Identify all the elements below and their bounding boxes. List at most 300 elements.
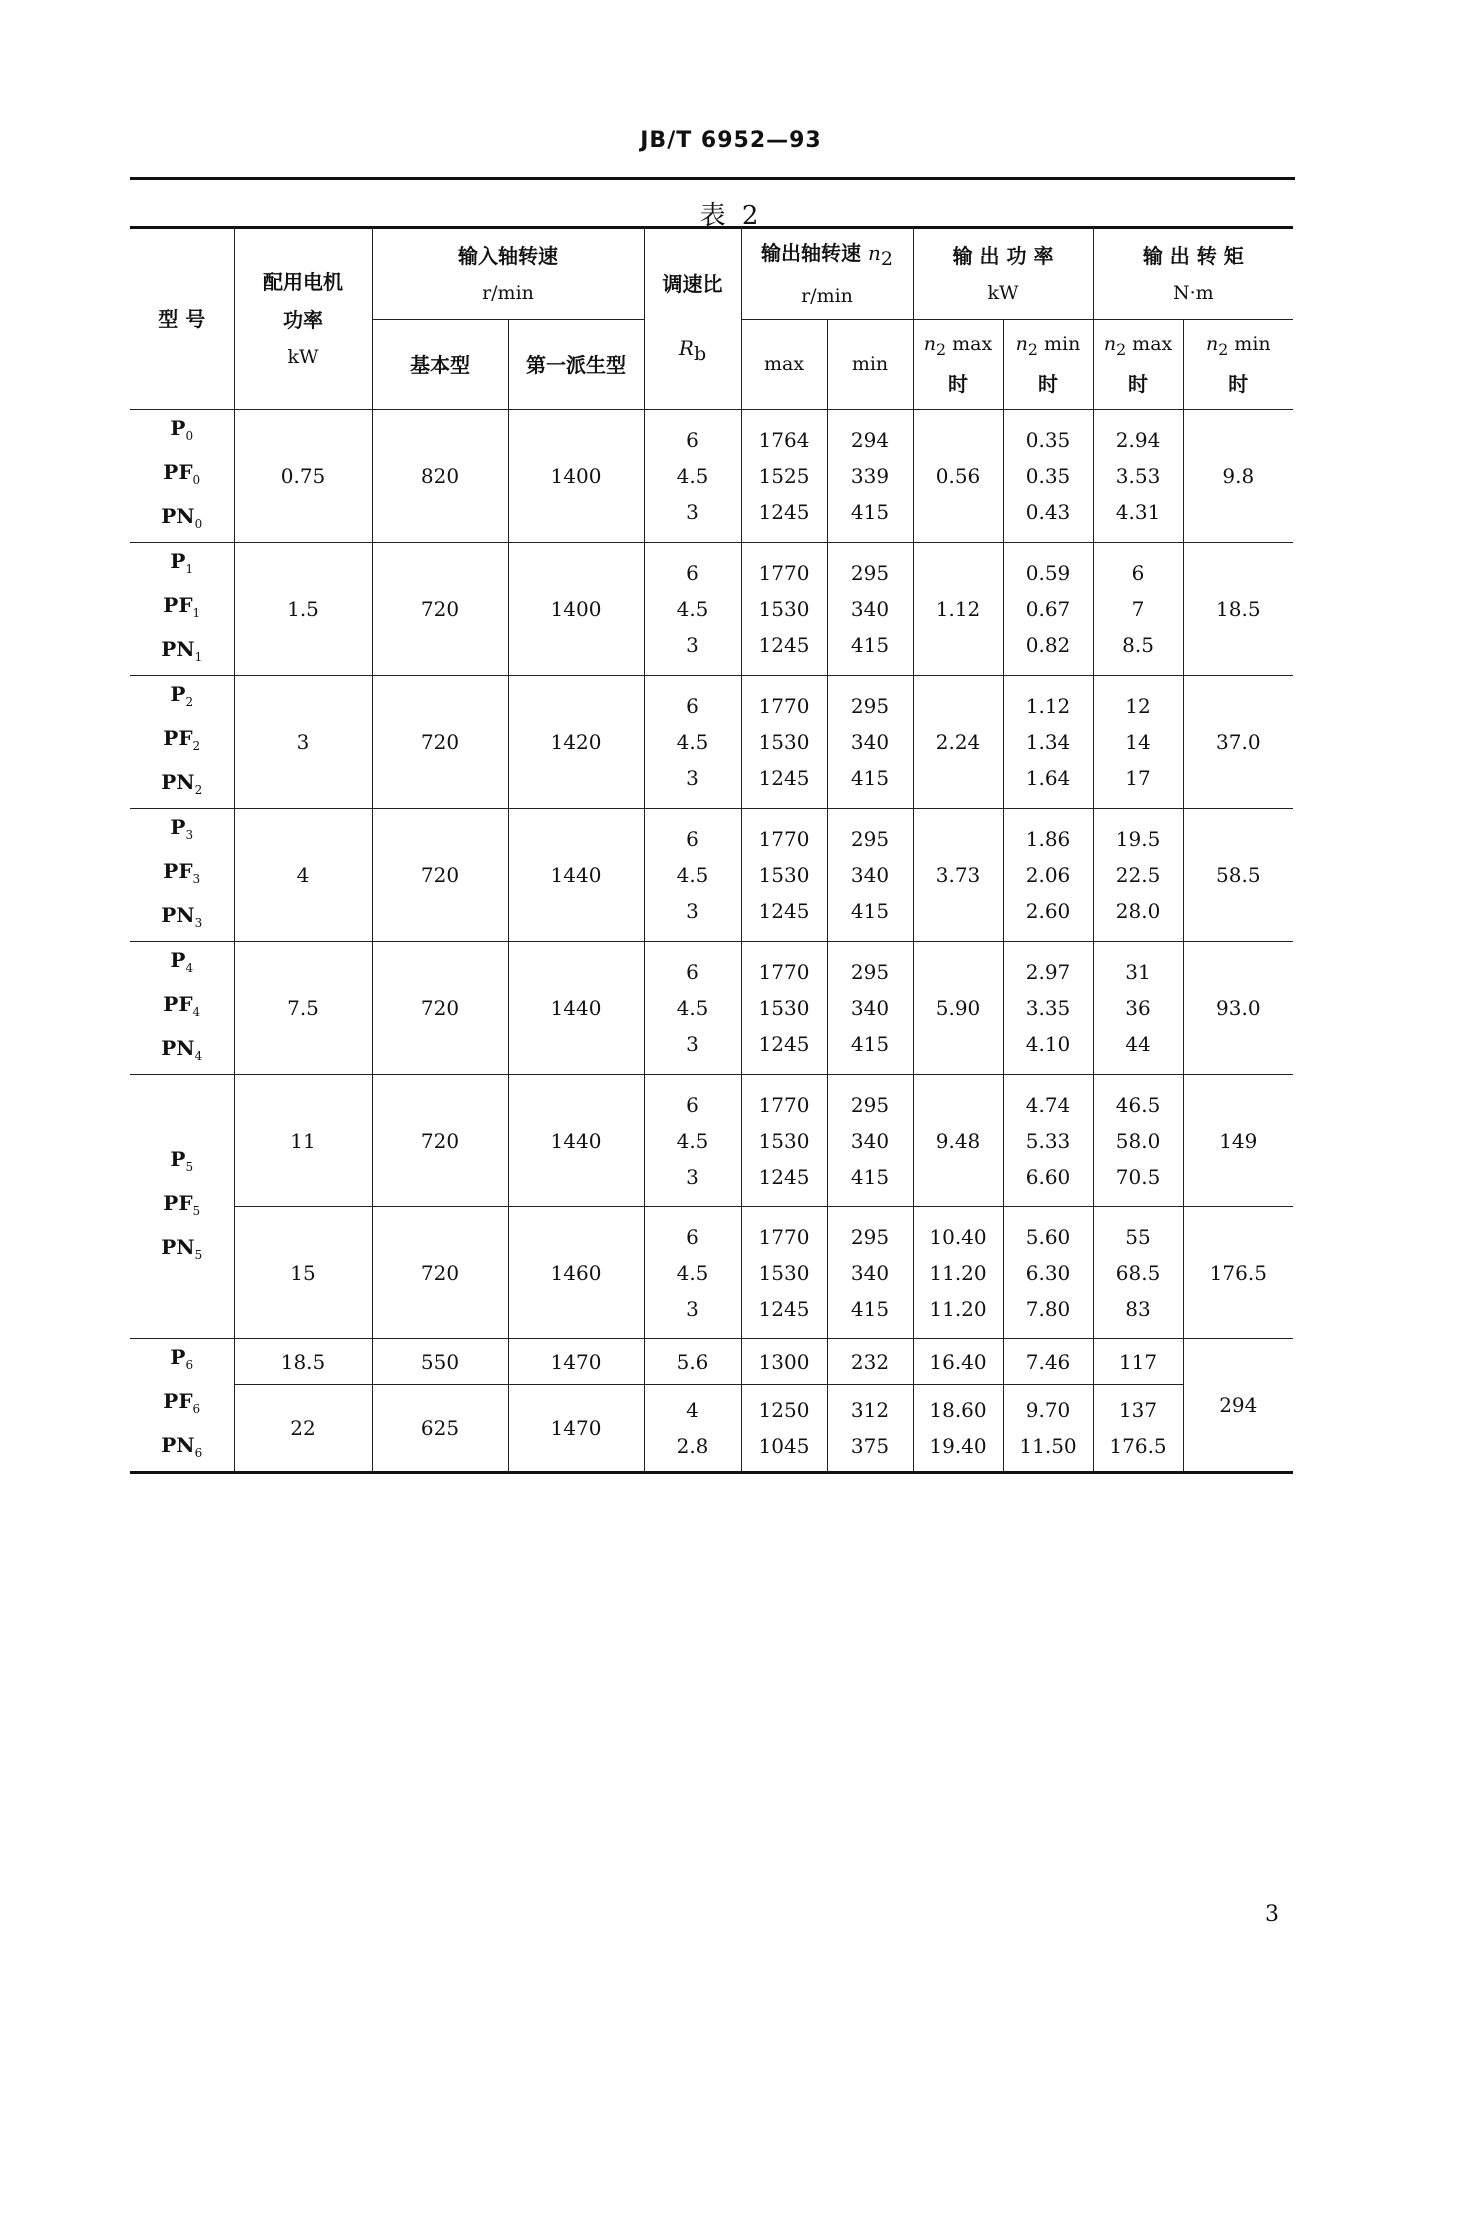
derived-speed-cell: 1440: [508, 809, 644, 942]
n2-min-cell-value: 415: [850, 766, 890, 790]
model-stack: [161, 410, 202, 542]
basic-speed-cell: 720: [372, 543, 508, 676]
speed-ratio-cell: [644, 543, 741, 676]
n2-max-cell: [741, 1385, 827, 1473]
torque-at-max-cell-value: 19.5: [1115, 827, 1161, 851]
torque-at-max-cell-value: 31: [1125, 960, 1151, 984]
torque-at-max-cell-stack: [1125, 954, 1150, 1062]
model-cell: [130, 410, 234, 543]
torque-at-max-cell: [1093, 543, 1183, 676]
model-subscript: 1: [192, 606, 201, 620]
model-prefix: PF: [163, 726, 193, 750]
speed-ratio-cell-stack: [677, 688, 709, 796]
model-prefix: PF: [163, 1190, 193, 1215]
power-at-min-cell-value: 6.30: [1025, 1260, 1071, 1285]
speed-ratio-cell-stack: [677, 422, 709, 530]
header-input-speed-label: 输入轴转速: [458, 243, 558, 268]
power-at-max-cell: 0.56: [913, 410, 1003, 543]
basic-speed-cell: 625: [372, 1385, 508, 1473]
header-power-at-max-sub: 2: [936, 339, 947, 359]
torque-at-max-cell-value: 4.31: [1115, 500, 1161, 524]
model-prefix: PN: [161, 903, 195, 927]
power-at-max-cell-stack: [929, 1344, 986, 1380]
torque-at-max-cell: [1093, 676, 1183, 809]
model-subscript: 0: [185, 429, 194, 443]
torque-at-max-cell: [1093, 410, 1183, 543]
speed-ratio-cell-value: 6: [686, 1092, 699, 1117]
power-at-min-cell-stack: [1026, 1344, 1071, 1380]
basic-speed-cell: 720: [372, 676, 508, 809]
n2-min-cell-value: 232: [850, 1349, 890, 1374]
power-at-min-cell-value: 5.33: [1025, 1128, 1071, 1153]
model-prefix: PN: [161, 770, 195, 794]
model-prefix: P: [170, 815, 186, 839]
motor-power-cell: 18.5: [234, 1339, 372, 1385]
speed-ratio-cell-value: 6: [686, 428, 699, 452]
header-output-speed-symbol: n: [868, 241, 881, 266]
speed-ratio-cell-stack: [677, 1344, 709, 1380]
model-subscript: 4: [185, 961, 194, 975]
n2-min-cell-value: 312: [850, 1398, 890, 1422]
table-caption: 表 2: [699, 201, 763, 231]
n2-min-cell-stack: [851, 1087, 889, 1195]
model-name: [161, 454, 202, 498]
derived-speed-cell: 1440: [508, 942, 644, 1075]
power-at-max-cell-value: 10.40: [929, 1224, 987, 1249]
torque-at-max-cell-value: 176.5: [1109, 1434, 1167, 1458]
torque-at-max-cell-value: 6: [1131, 561, 1145, 585]
header-torque-at-min: [1183, 320, 1293, 410]
power-at-min-cell-value: 7.46: [1025, 1349, 1071, 1374]
header-basic-type: 基本型: [372, 320, 508, 410]
basic-speed-cell: 550: [372, 1339, 508, 1385]
model-cell: [130, 809, 234, 942]
model-prefix: PF: [163, 593, 193, 617]
model-name: [161, 1185, 202, 1229]
power-at-max-cell: 2.24: [913, 676, 1003, 809]
header-output-power-unit: kW: [987, 281, 1019, 304]
n2-max-cell-value: 1245: [758, 1164, 810, 1189]
model-stack: [161, 809, 202, 941]
header-power-at-max-label: max: [946, 333, 993, 356]
n2-min-cell-stack: [851, 555, 889, 663]
header-n2-min: min: [827, 320, 913, 410]
speed-ratio-cell-value: 3: [686, 1032, 699, 1056]
model-name: [161, 1427, 202, 1471]
power-at-min-cell-value: 1.34: [1025, 730, 1071, 754]
power-at-min-cell: [1003, 1385, 1093, 1473]
n2-min-cell: [827, 1339, 913, 1385]
power-at-min-cell: [1003, 543, 1093, 676]
torque-at-max-cell-value: 3.53: [1115, 464, 1161, 488]
power-at-min-cell-stack: [1026, 1087, 1071, 1195]
header-power-at-min: [1003, 320, 1093, 410]
speed-ratio-cell-value: 5.6: [676, 1349, 709, 1374]
n2-max-cell-stack: [759, 1344, 810, 1380]
power-at-min-cell-stack: [1026, 555, 1071, 663]
n2-min-cell-value: 340: [850, 730, 890, 754]
model-subscript: 0: [192, 473, 201, 487]
n2-max-cell-value: 1770: [758, 1092, 810, 1117]
n2-max-cell-value: 1250: [758, 1398, 810, 1422]
power-at-min-cell: [1003, 942, 1093, 1075]
speed-ratio-cell-value: 6: [686, 694, 699, 718]
torque-at-max-cell-value: 14: [1125, 730, 1151, 754]
header-torque-at-max-n: n: [1103, 333, 1117, 356]
n2-min-cell-stack: [851, 1219, 889, 1327]
spec-table-wrapper: [130, 226, 1293, 1474]
power-at-min-cell-stack: [1026, 422, 1071, 530]
model-prefix: PF: [163, 859, 193, 883]
n2-min-cell-value: 295: [850, 1224, 890, 1249]
header-power-at-min-shi: 时: [1038, 371, 1059, 396]
power-at-min-cell-value: 2.97: [1025, 960, 1071, 984]
torque-at-max-cell: [1093, 1075, 1183, 1207]
n2-min-cell-value: 415: [850, 633, 890, 657]
speed-ratio-cell-value: 4.5: [676, 863, 709, 887]
torque-at-max-cell-value: 7: [1131, 597, 1145, 621]
n2-max-cell-value: 1770: [758, 827, 810, 851]
model-cell: [130, 1075, 234, 1339]
basic-speed-cell: 720: [372, 1207, 508, 1339]
n2-min-cell: [827, 1207, 913, 1339]
power-at-min-cell-value: 11.50: [1019, 1434, 1077, 1458]
torque-at-min-cell: 58.5: [1183, 809, 1293, 942]
speed-ratio-cell-value: 4: [686, 1398, 699, 1422]
model-subscript: 2: [192, 739, 201, 753]
n2-min-cell: [827, 809, 913, 942]
n2-min-cell-value: 415: [850, 500, 890, 524]
n2-max-cell-stack: [759, 422, 810, 530]
model-prefix: P: [170, 682, 186, 706]
torque-at-max-cell-value: 22.5: [1115, 863, 1161, 887]
n2-min-cell-value: 375: [850, 1434, 890, 1458]
torque-at-max-cell-stack: [1116, 1219, 1161, 1327]
model-prefix: PN: [161, 504, 195, 528]
n2-max-cell-value: 1530: [758, 597, 810, 621]
power-at-max-cell: 5.90: [913, 942, 1003, 1075]
header-power-at-min-n: n: [1015, 333, 1028, 356]
header-input-speed-unit: r/min: [482, 281, 534, 304]
power-at-max-cell: [913, 1339, 1003, 1385]
power-at-min-cell-value: 0.35: [1025, 464, 1071, 488]
speed-ratio-cell-value: 3: [686, 899, 699, 923]
n2-max-cell-value: 1245: [758, 500, 810, 524]
table-row: [130, 1385, 1293, 1473]
power-at-min-cell-value: 7.80: [1025, 1296, 1071, 1321]
n2-max-cell: [741, 809, 827, 942]
speed-ratio-cell-value: 6: [686, 1224, 699, 1249]
model-subscript: 6: [185, 1358, 194, 1372]
power-at-min-cell-stack: [1026, 1219, 1071, 1327]
header-input-speed: [372, 228, 644, 320]
n2-max-cell-stack: [759, 555, 810, 663]
basic-speed-cell: 720: [372, 809, 508, 942]
header-power-at-max-n: n: [923, 333, 937, 356]
n2-max-cell-value: 1245: [758, 1296, 810, 1321]
derived-speed-cell: 1470: [508, 1339, 644, 1385]
model-prefix: PF: [163, 1389, 193, 1413]
spec-table: [130, 226, 1293, 1474]
model-subscript: 1: [194, 650, 203, 664]
n2-min-cell: [827, 942, 913, 1075]
torque-at-max-cell-value: 68.5: [1115, 1260, 1161, 1285]
motor-power-cell: 1.5: [234, 543, 372, 676]
n2-max-cell-value: 1770: [758, 561, 810, 585]
header-output-torque: [1093, 228, 1293, 320]
n2-max-cell-value: 1770: [758, 1224, 810, 1249]
torque-at-max-cell-stack: [1119, 1344, 1157, 1380]
speed-ratio-cell: [644, 410, 741, 543]
model-stack: [161, 1339, 202, 1471]
standard-code: JB/T 6952—93: [640, 128, 822, 153]
power-at-min-cell-value: 2.06: [1025, 863, 1071, 887]
model-subscript: 6: [194, 1446, 203, 1460]
n2-min-cell-value: 415: [850, 1296, 890, 1321]
model-subscript: 3: [194, 916, 203, 930]
torque-at-min-cell: 9.8: [1183, 410, 1293, 543]
header-torque-at-min-sub: 2: [1218, 339, 1229, 359]
model-prefix: P: [170, 948, 186, 972]
motor-power-cell: 0.75: [234, 410, 372, 543]
n2-min-cell-value: 295: [850, 960, 890, 984]
derived-speed-cell: 1400: [508, 543, 644, 676]
model-prefix: PF: [163, 992, 193, 1016]
derived-speed-cell: 1470: [508, 1385, 644, 1473]
n2-max-cell-stack: [759, 1087, 810, 1195]
model-prefix: PN: [161, 1234, 195, 1259]
model-name: [161, 676, 202, 720]
n2-min-cell: [827, 410, 913, 543]
power-at-min-cell: [1003, 1339, 1093, 1385]
speed-ratio-cell-stack: [677, 821, 709, 929]
n2-max-cell-value: 1525: [758, 464, 810, 488]
model-name: [161, 1030, 202, 1074]
speed-ratio-cell-value: 4.5: [676, 464, 709, 488]
torque-at-max-cell-value: 2.94: [1115, 428, 1161, 452]
table-row: [130, 809, 1293, 942]
torque-at-max-cell-value: 8.5: [1122, 633, 1154, 657]
header-model: 型 号: [130, 228, 234, 410]
speed-ratio-cell-value: 2.8: [676, 1434, 709, 1458]
motor-power-cell: 15: [234, 1207, 372, 1339]
n2-max-cell: [741, 543, 827, 676]
derived-speed-cell: 1460: [508, 1207, 644, 1339]
torque-at-max-cell-value: 55: [1125, 1224, 1151, 1249]
n2-max-cell-stack: [759, 821, 810, 929]
model-name: [161, 764, 202, 808]
header-n2-max: max: [741, 320, 827, 410]
model-prefix: P: [170, 1345, 186, 1369]
torque-at-min-cell: 149: [1183, 1075, 1293, 1207]
n2-min-cell-value: 340: [850, 1128, 890, 1153]
header-power-at-max: [913, 320, 1003, 410]
motor-power-cell: 3: [234, 676, 372, 809]
model-subscript: 5: [185, 1159, 194, 1174]
model-name: [161, 498, 202, 542]
header-output-speed-sub: 2: [880, 248, 893, 271]
header-output-power-label: 输 出 功 率: [952, 243, 1054, 268]
table-row: [130, 543, 1293, 676]
speed-ratio-cell-value: 4.5: [676, 1128, 709, 1153]
power-at-min-cell: [1003, 1075, 1093, 1207]
n2-min-cell-value: 340: [850, 863, 890, 887]
header-power-at-max-shi: 时: [948, 371, 969, 396]
n2-max-cell-value: 1245: [758, 899, 810, 923]
n2-max-cell-value: 1770: [758, 960, 810, 984]
n2-min-cell-value: 295: [850, 1092, 890, 1117]
speed-ratio-cell-value: 6: [686, 561, 699, 585]
motor-power-cell: 7.5: [234, 942, 372, 1075]
model-name: [161, 631, 202, 675]
power-at-max-cell-value: 11.20: [929, 1260, 987, 1285]
model-cell: [130, 1339, 234, 1473]
n2-max-cell-value: 1245: [758, 633, 810, 657]
n2-max-cell-stack: [759, 688, 810, 796]
n2-min-cell-value: 340: [850, 996, 890, 1020]
model-subscript: 2: [185, 695, 194, 709]
n2-max-cell-value: 1530: [758, 863, 810, 887]
model-name: [161, 1229, 202, 1273]
torque-at-min-cell: 37.0: [1183, 676, 1293, 809]
power-at-max-cell-value: 19.40: [929, 1434, 987, 1458]
header-output-torque-label: 输 出 转 矩: [1142, 243, 1244, 268]
speed-ratio-cell: [644, 1075, 741, 1207]
n2-min-cell-value: 295: [850, 694, 890, 718]
table-row: [130, 676, 1293, 809]
speed-ratio-cell-value: 6: [686, 827, 699, 851]
speed-ratio-cell-stack: [677, 555, 709, 663]
power-at-min-cell-value: 1.64: [1025, 766, 1071, 790]
torque-at-max-cell-stack: [1122, 555, 1154, 663]
model-prefix: PF: [163, 460, 193, 484]
power-at-min-cell-value: 4.10: [1025, 1032, 1071, 1056]
power-at-min-cell-stack: [1026, 821, 1071, 929]
power-at-min-cell-value: 4.74: [1025, 1092, 1071, 1117]
model-prefix: P: [170, 549, 186, 573]
n2-max-cell-value: 1300: [758, 1349, 810, 1374]
power-at-min-cell-value: 0.59: [1025, 561, 1071, 585]
torque-at-max-cell-stack: [1125, 688, 1150, 796]
power-at-min-cell: [1003, 410, 1093, 543]
speed-ratio-cell: [644, 676, 741, 809]
n2-min-cell-stack: [851, 422, 889, 530]
n2-min-cell-stack: [851, 821, 889, 929]
n2-max-cell-stack: [759, 1392, 810, 1464]
n2-min-cell-value: 415: [850, 1032, 890, 1056]
torque-at-min-cell: 294: [1183, 1339, 1293, 1473]
power-at-max-cell-value: 18.60: [929, 1398, 987, 1422]
speed-ratio-cell-stack: [677, 1392, 709, 1464]
model-subscript: 3: [185, 828, 194, 842]
derived-speed-cell: 1440: [508, 1075, 644, 1207]
torque-at-max-cell-value: 46.5: [1115, 1092, 1161, 1117]
motor-power-cell: 4: [234, 809, 372, 942]
n2-max-cell-value: 1764: [758, 428, 810, 452]
model-stack: [161, 543, 202, 675]
header-motor-power: [234, 228, 372, 410]
model-stack: [161, 1141, 202, 1273]
torque-at-max-cell-value: 117: [1118, 1349, 1158, 1374]
power-at-min-cell-value: 1.12: [1025, 694, 1071, 718]
model-name: [161, 986, 202, 1030]
model-prefix: PN: [161, 1036, 195, 1060]
header-first-derivative: 第一派生型: [508, 320, 644, 410]
table-row: [130, 1207, 1293, 1339]
n2-max-cell-value: 1245: [758, 1032, 810, 1056]
n2-min-cell-value: 340: [850, 597, 890, 621]
torque-at-max-cell-value: 83: [1125, 1296, 1151, 1321]
n2-min-cell-value: 340: [850, 1260, 890, 1285]
model-subscript: 2: [194, 783, 203, 797]
page-number: 3: [1265, 1902, 1279, 1927]
header-output-speed-unit: r/min: [801, 284, 853, 307]
power-at-min-cell: [1003, 676, 1093, 809]
n2-min-cell-value: 295: [850, 561, 890, 585]
speed-ratio-cell-value: 3: [686, 633, 699, 657]
header-motor-power-line2: 功率: [283, 307, 323, 332]
n2-min-cell-stack: [851, 688, 889, 796]
power-at-max-cell-value: 9.48: [935, 1128, 981, 1153]
power-at-max-cell: [913, 1385, 1003, 1473]
power-at-max-cell: [913, 1207, 1003, 1339]
header-power-at-min-sub: 2: [1027, 339, 1038, 359]
speed-ratio-cell-value: 3: [686, 500, 699, 524]
n2-min-cell-value: 339: [850, 464, 890, 488]
derived-speed-cell: 1400: [508, 410, 644, 543]
header-speed-ratio-symbol: R: [678, 336, 694, 361]
power-at-max-cell-stack: [936, 1123, 981, 1159]
n2-max-cell: [741, 942, 827, 1075]
speed-ratio-cell: [644, 1385, 741, 1473]
n2-max-cell-value: 1245: [758, 766, 810, 790]
header-rule: [130, 177, 1295, 180]
n2-max-cell-value: 1530: [758, 1260, 810, 1285]
model-name: [161, 897, 202, 941]
model-name: [161, 720, 202, 764]
torque-at-max-cell-value: 28.0: [1115, 899, 1161, 923]
torque-at-min-cell: 18.5: [1183, 543, 1293, 676]
header-speed-ratio: [644, 228, 741, 410]
speed-ratio-cell-value: 3: [686, 1296, 699, 1321]
torque-at-min-cell: 93.0: [1183, 942, 1293, 1075]
power-at-min-cell-value: 1.86: [1025, 827, 1071, 851]
power-at-max-cell: 3.73: [913, 809, 1003, 942]
model-stack: [161, 942, 202, 1074]
header-output-speed-label: 输出轴转速: [761, 241, 862, 266]
header-output-speed: [741, 228, 913, 320]
torque-at-max-cell-stack: [1116, 422, 1161, 530]
n2-min-cell-stack: [851, 1344, 889, 1380]
speed-ratio-cell-stack: [677, 1219, 709, 1327]
model-subscript: 4: [194, 1049, 203, 1063]
model-prefix: P: [170, 416, 186, 440]
power-at-min-cell-value: 5.60: [1025, 1224, 1071, 1249]
speed-ratio-cell-value: 4.5: [676, 730, 709, 754]
header-torque-at-min-shi: 时: [1228, 371, 1249, 396]
power-at-min-cell-value: 2.60: [1025, 899, 1071, 923]
model-cell: [130, 942, 234, 1075]
torque-at-max-cell: [1093, 1207, 1183, 1339]
torque-at-max-cell: [1093, 1385, 1183, 1473]
basic-speed-cell: 720: [372, 942, 508, 1075]
header-torque-at-min-label: min: [1228, 333, 1271, 356]
motor-power-cell: 11: [234, 1075, 372, 1207]
torque-at-min-cell: 176.5: [1183, 1207, 1293, 1339]
n2-max-cell-value: 1530: [758, 730, 810, 754]
n2-max-cell-value: 1770: [758, 694, 810, 718]
torque-at-max-cell-stack: [1109, 1392, 1166, 1464]
